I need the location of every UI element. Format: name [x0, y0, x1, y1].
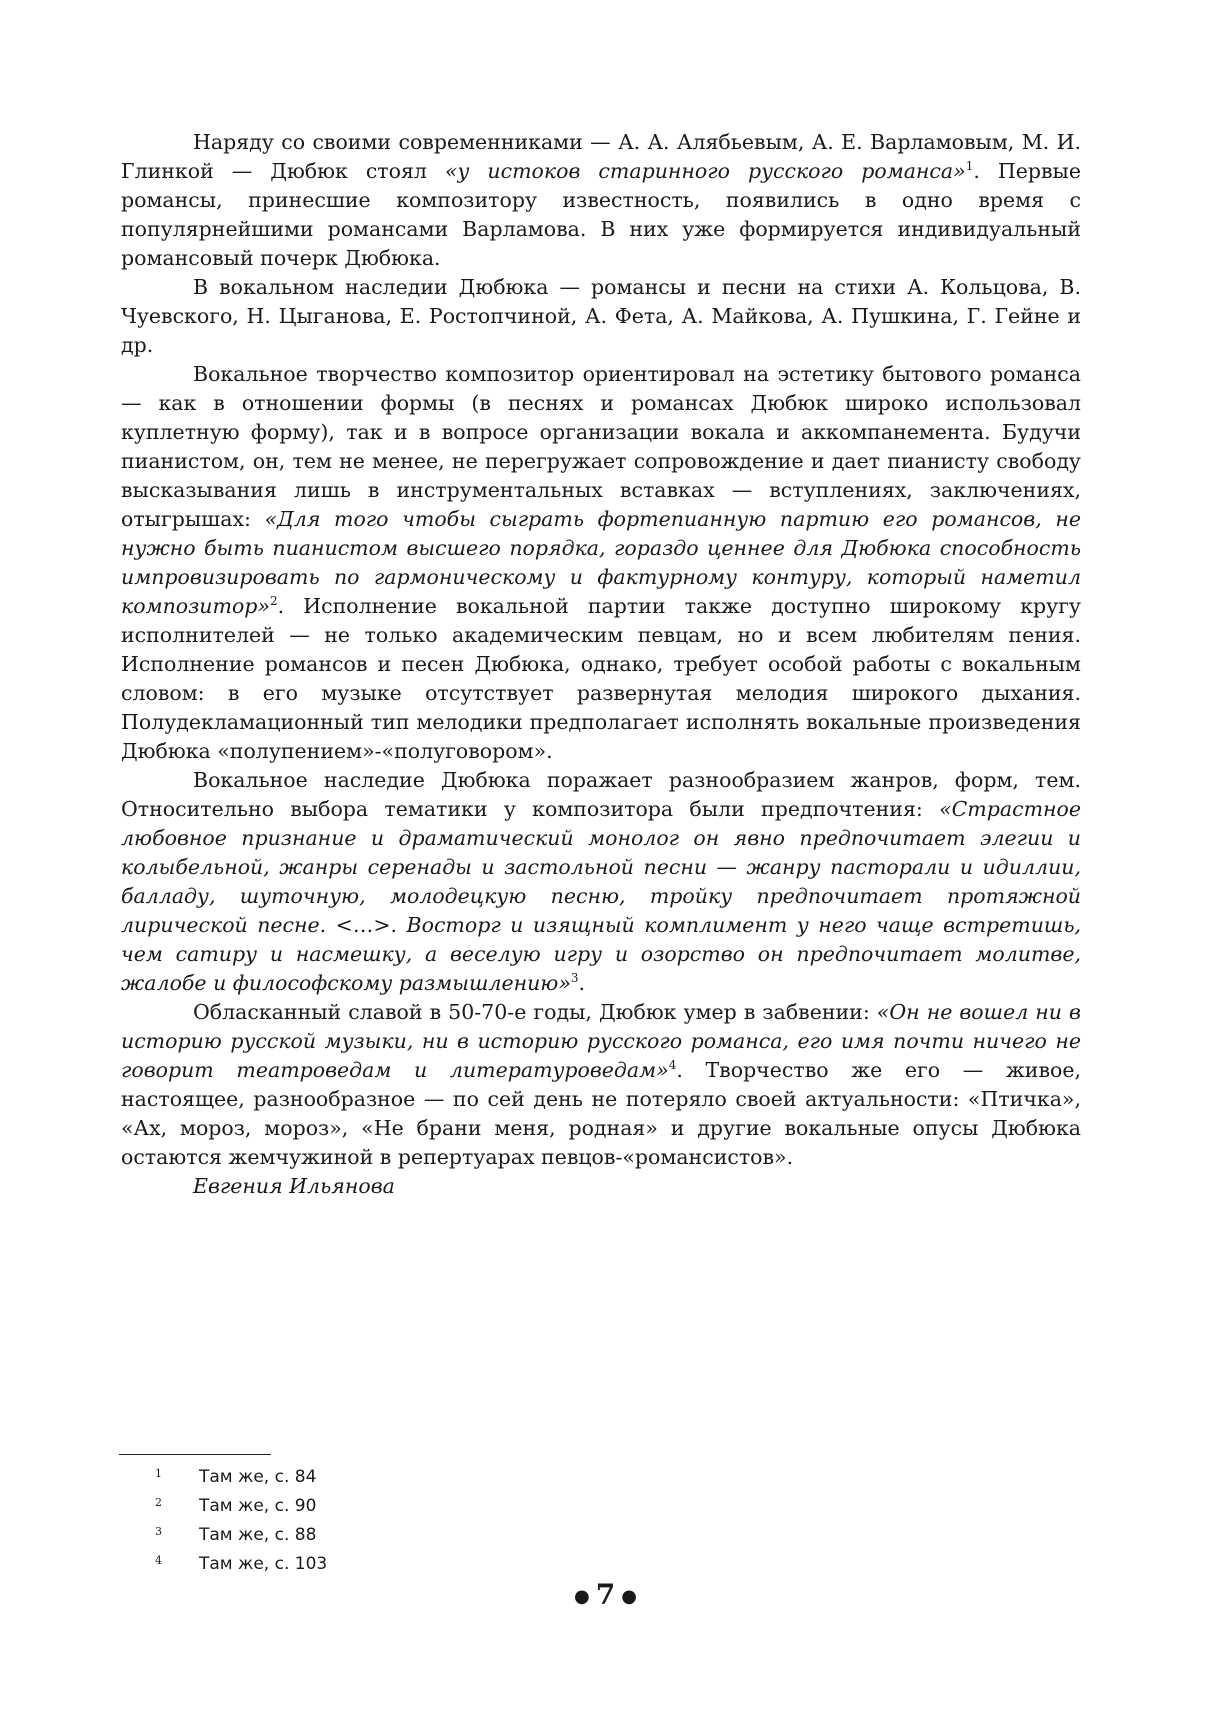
paragraph-text: . — [578, 971, 586, 995]
page-number — [0, 1578, 1211, 1611]
paragraph-3 — [121, 360, 1081, 766]
italic-quote: «Он не вошел ни в историю русской музыки, ни в историю русского романса, его имя почти ничего не говорит театроведам и литературоведам» — [121, 1000, 1081, 1082]
paragraph-5 — [121, 998, 1081, 1172]
footnote — [119, 1495, 719, 1524]
footnotes — [119, 1466, 719, 1582]
footnote-text: Там же, с. 84 — [199, 1467, 317, 1487]
footnote-text: Там же, с. 90 — [199, 1496, 317, 1516]
paragraph-text: Вокальное наследие Дюбюка поражает разнообразием жанров, форм, тем. Относительно выбора тематики у композитора были предпочтения: — [121, 768, 1081, 821]
paragraph-text: . Первые романсы, принесшие композитору известность, появились в одно время с популярнейшими романсами Варламова. В них уже формируется индивидуальный романсовый почерк Дюбюка. — [121, 159, 1081, 270]
footnote-number: 3 — [155, 1525, 162, 1538]
footnote-number: 1 — [155, 1467, 162, 1480]
italic-quote: «Для того чтобы сыграть фортепианную партию его романсов, не нужно быть пианистом высшего порядка, гораздо ценнее для Дюбюка способность импровизировать по гармоническому и фактурному контуру, который наметил композитор» — [121, 507, 1081, 618]
footnote-divider — [119, 1454, 271, 1455]
bullet-icon: ● — [574, 1586, 590, 1607]
paragraph-text: Обласканный славой в 50-70-е годы, Дюбюк умер в забвении: — [193, 1000, 877, 1024]
footnote-text: Там же, с. 88 — [199, 1525, 317, 1545]
footnote-ref: 3 — [570, 971, 579, 986]
paragraph-text: Вокальное творчество композитор ориентировал на эстетику бытового романса — как в отношении формы (в песнях и романсах Дюбюк широко использовал куплетную форму), так и в вопросе организации вокала и аккомпанемента. Будучи пианистом, он, тем не менее, не перегружает сопровождение и дает пианисту свободу высказывания лишь в инструментальных вставках — вступлениях, заключениях, отыгрышах: — [121, 362, 1081, 531]
footnote — [119, 1466, 719, 1495]
paragraph-text: . Творчество же его — живое, настоящее, разнообразное — по сей день не потеряло своей актуальности: «Птичка», «Ах, мороз, мороз», «Не брани меня, родная» и другие вокальные опусы Дюбюка остаются жемчужиной в репертуарах певцов-«романсистов». — [121, 1058, 1081, 1169]
paragraph-text: Наряду со своими современниками — А. А. Алябьевым, А. Е. Варламовым, М. И. Глинкой — Дюбюк стоял — [121, 130, 1081, 183]
paragraph-4 — [121, 766, 1081, 998]
footnote-ref: 4 — [668, 1058, 677, 1073]
author-signature: Евгения Ильянова — [193, 1174, 395, 1198]
bullet-icon: ● — [621, 1586, 637, 1607]
body-text — [121, 128, 1081, 1201]
paragraph-text: В вокальном наследии Дюбюка — романсы и песни на стихи А. Кольцова, В. Чуевского, Н. Цыганова, Е. Ростопчиной, А. Фета, А. Майкова, А. Пушкина, Г. Гейне и др. — [121, 275, 1081, 357]
footnote-text: Там же, с. 103 — [199, 1554, 328, 1574]
footnote-number: 2 — [155, 1496, 162, 1509]
page-number-value: 7 — [595, 1578, 616, 1611]
italic-quote: «Страстное любовное признание и драматический монолог он явно предпочитает элегии и колыбельной, жанры серенады и застольной песни — жанру пасторали и идиллии, балладу, шуточную, молодецкую песню, тройку предпочитает протяжной лирической песне. <…>. Восторг и изящный комплимент у него чаще встретишь, чем сатиру и насмешку, а веселую игру и озорство он предпочитает молитве, жалобе и философскому размышлению» — [121, 797, 1081, 995]
footnote-ref: 1 — [965, 159, 974, 174]
paragraph-2 — [121, 273, 1081, 360]
paragraph-text: . Исполнение вокальной партии также доступно широкому кругу исполнителей — не только академическим певцам, но и всем любителям пения. Исполнение романсов и песен Дюбюка, однако, требует особой работы с вокальным словом: в его музыке отсутствует развернутая мелодия широкого дыхания. Полудекламационный тип мелодики предполагает исполнять вокальные произведения Дюбюка «полупением»-«полуговором». — [121, 594, 1081, 763]
footnote — [119, 1524, 719, 1553]
article-body — [121, 128, 1081, 1201]
paragraph-1 — [121, 128, 1081, 273]
footnote-ref: 2 — [269, 594, 278, 609]
footnote-number: 4 — [155, 1554, 162, 1567]
italic-quote: «у истоков старинного русского романса» — [444, 159, 966, 183]
